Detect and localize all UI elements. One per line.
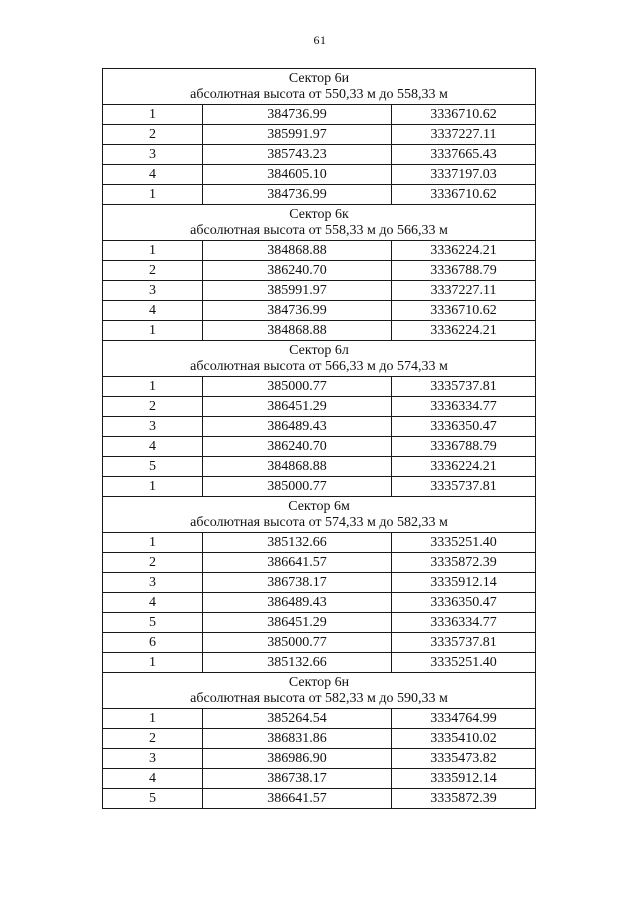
sector-altitude: абсолютная высота от 558,33 м до 566,33 м xyxy=(190,223,448,238)
point-number-cell: 1 xyxy=(103,709,203,729)
point-number-cell: 2 xyxy=(103,553,203,573)
point-number-cell: 3 xyxy=(103,573,203,593)
sector-header-row xyxy=(103,205,536,241)
y-coordinate-cell: 3335473.82 xyxy=(392,749,536,769)
y-coordinate-cell: 3336788.79 xyxy=(392,437,536,457)
table-row xyxy=(103,397,536,417)
x-coordinate-cell: 386738.17 xyxy=(203,573,392,593)
table-row xyxy=(103,593,536,613)
table-row xyxy=(103,185,536,205)
sector-title: Сектор 6и xyxy=(288,71,350,86)
table-row xyxy=(103,417,536,437)
y-coordinate-cell: 3335737.81 xyxy=(392,377,536,397)
sector-title: Сектор 6к xyxy=(289,207,349,222)
x-coordinate-cell: 384868.88 xyxy=(203,457,392,477)
x-coordinate-cell: 385000.77 xyxy=(203,477,392,497)
sector-altitude: абсолютная высота от 550,33 м до 558,33 м xyxy=(190,87,448,102)
point-number-cell: 2 xyxy=(103,729,203,749)
coordinates-table-body xyxy=(103,69,536,809)
x-coordinate-cell: 385132.66 xyxy=(203,533,392,553)
sector-header-row xyxy=(103,69,536,105)
table-row xyxy=(103,241,536,261)
x-coordinate-cell: 385991.97 xyxy=(203,125,392,145)
sector-header xyxy=(103,497,536,533)
sector-title: Сектор 6н xyxy=(288,675,350,690)
x-coordinate-cell: 386641.57 xyxy=(203,553,392,573)
x-coordinate-cell: 386986.90 xyxy=(203,749,392,769)
point-number-cell: 1 xyxy=(103,105,203,125)
table-row xyxy=(103,653,536,673)
table-row xyxy=(103,377,536,397)
x-coordinate-cell: 385264.54 xyxy=(203,709,392,729)
table-row xyxy=(103,533,536,553)
table-row xyxy=(103,709,536,729)
point-number-cell: 1 xyxy=(103,477,203,497)
x-coordinate-cell: 386831.86 xyxy=(203,729,392,749)
point-number-cell: 3 xyxy=(103,417,203,437)
point-number-cell: 1 xyxy=(103,653,203,673)
sector-header xyxy=(103,69,536,105)
sector-altitude: абсолютная высота от 574,33 м до 582,33 м xyxy=(190,515,448,530)
point-number-cell: 4 xyxy=(103,437,203,457)
table-row xyxy=(103,301,536,321)
y-coordinate-cell: 3336224.21 xyxy=(392,241,536,261)
point-number-cell: 5 xyxy=(103,457,203,477)
sector-header-row xyxy=(103,341,536,377)
x-coordinate-cell: 386738.17 xyxy=(203,769,392,789)
table-row xyxy=(103,125,536,145)
x-coordinate-cell: 386240.70 xyxy=(203,261,392,281)
table-row xyxy=(103,105,536,125)
x-coordinate-cell: 386641.57 xyxy=(203,789,392,809)
y-coordinate-cell: 3335251.40 xyxy=(392,653,536,673)
point-number-cell: 1 xyxy=(103,185,203,205)
table-row xyxy=(103,633,536,653)
sector-altitude: абсолютная высота от 582,33 м до 590,33 м xyxy=(190,691,448,706)
sector-title: Сектор 6м xyxy=(288,499,350,514)
x-coordinate-cell: 384868.88 xyxy=(203,321,392,341)
point-number-cell: 2 xyxy=(103,261,203,281)
sector-title: Сектор 6л xyxy=(289,343,349,358)
table-row xyxy=(103,165,536,185)
sector-header xyxy=(103,673,536,709)
y-coordinate-cell: 3335912.14 xyxy=(392,573,536,593)
x-coordinate-cell: 385743.23 xyxy=(203,145,392,165)
y-coordinate-cell: 3337227.11 xyxy=(392,125,536,145)
page-number: 61 xyxy=(313,33,327,47)
point-number-cell: 3 xyxy=(103,281,203,301)
x-coordinate-cell: 384868.88 xyxy=(203,241,392,261)
x-coordinate-cell: 386451.29 xyxy=(203,397,392,417)
table-row xyxy=(103,613,536,633)
y-coordinate-cell: 3335251.40 xyxy=(392,533,536,553)
table-row xyxy=(103,749,536,769)
x-coordinate-cell: 384605.10 xyxy=(203,165,392,185)
y-coordinate-cell: 3336710.62 xyxy=(392,105,536,125)
point-number-cell: 3 xyxy=(103,145,203,165)
sector-header-row xyxy=(103,673,536,709)
y-coordinate-cell: 3336350.47 xyxy=(392,417,536,437)
y-coordinate-cell: 3335912.14 xyxy=(392,769,536,789)
x-coordinate-cell: 385000.77 xyxy=(203,377,392,397)
table-row xyxy=(103,477,536,497)
y-coordinate-cell: 3337227.11 xyxy=(392,281,536,301)
table-row xyxy=(103,789,536,809)
point-number-cell: 3 xyxy=(103,749,203,769)
y-coordinate-cell: 3336788.79 xyxy=(392,261,536,281)
y-coordinate-cell: 3336334.77 xyxy=(392,613,536,633)
sector-header xyxy=(103,341,536,377)
y-coordinate-cell: 3336224.21 xyxy=(392,457,536,477)
point-number-cell: 4 xyxy=(103,301,203,321)
y-coordinate-cell: 3336350.47 xyxy=(392,593,536,613)
y-coordinate-cell: 3336334.77 xyxy=(392,397,536,417)
x-coordinate-cell: 385132.66 xyxy=(203,653,392,673)
y-coordinate-cell: 3335872.39 xyxy=(392,789,536,809)
sector-header xyxy=(103,205,536,241)
point-number-cell: 5 xyxy=(103,613,203,633)
table-row xyxy=(103,261,536,281)
y-coordinate-cell: 3335410.02 xyxy=(392,729,536,749)
point-number-cell: 4 xyxy=(103,593,203,613)
point-number-cell: 1 xyxy=(103,377,203,397)
x-coordinate-cell: 386489.43 xyxy=(203,593,392,613)
y-coordinate-cell: 3336224.21 xyxy=(392,321,536,341)
table-row xyxy=(103,437,536,457)
x-coordinate-cell: 384736.99 xyxy=(203,185,392,205)
coordinates-table xyxy=(102,68,536,809)
point-number-cell: 4 xyxy=(103,165,203,185)
point-number-cell: 2 xyxy=(103,125,203,145)
x-coordinate-cell: 386240.70 xyxy=(203,437,392,457)
point-number-cell: 2 xyxy=(103,397,203,417)
point-number-cell: 6 xyxy=(103,633,203,653)
table-row xyxy=(103,321,536,341)
sector-header-row xyxy=(103,497,536,533)
table-row xyxy=(103,573,536,593)
x-coordinate-cell: 384736.99 xyxy=(203,301,392,321)
x-coordinate-cell: 384736.99 xyxy=(203,105,392,125)
table-row xyxy=(103,729,536,749)
y-coordinate-cell: 3336710.62 xyxy=(392,301,536,321)
y-coordinate-cell: 3335737.81 xyxy=(392,477,536,497)
y-coordinate-cell: 3335737.81 xyxy=(392,633,536,653)
y-coordinate-cell: 3334764.99 xyxy=(392,709,536,729)
x-coordinate-cell: 386451.29 xyxy=(203,613,392,633)
y-coordinate-cell: 3337665.43 xyxy=(392,145,536,165)
table-row xyxy=(103,553,536,573)
point-number-cell: 5 xyxy=(103,789,203,809)
y-coordinate-cell: 3337197.03 xyxy=(392,165,536,185)
point-number-cell: 4 xyxy=(103,769,203,789)
sector-altitude: абсолютная высота от 566,33 м до 574,33 м xyxy=(190,359,448,374)
y-coordinate-cell: 3335872.39 xyxy=(392,553,536,573)
point-number-cell: 1 xyxy=(103,321,203,341)
point-number-cell: 1 xyxy=(103,241,203,261)
point-number-cell: 1 xyxy=(103,533,203,553)
x-coordinate-cell: 386489.43 xyxy=(203,417,392,437)
table-row xyxy=(103,769,536,789)
table-row xyxy=(103,281,536,301)
y-coordinate-cell: 3336710.62 xyxy=(392,185,536,205)
x-coordinate-cell: 385991.97 xyxy=(203,281,392,301)
table-row xyxy=(103,145,536,165)
x-coordinate-cell: 385000.77 xyxy=(203,633,392,653)
table-row xyxy=(103,457,536,477)
